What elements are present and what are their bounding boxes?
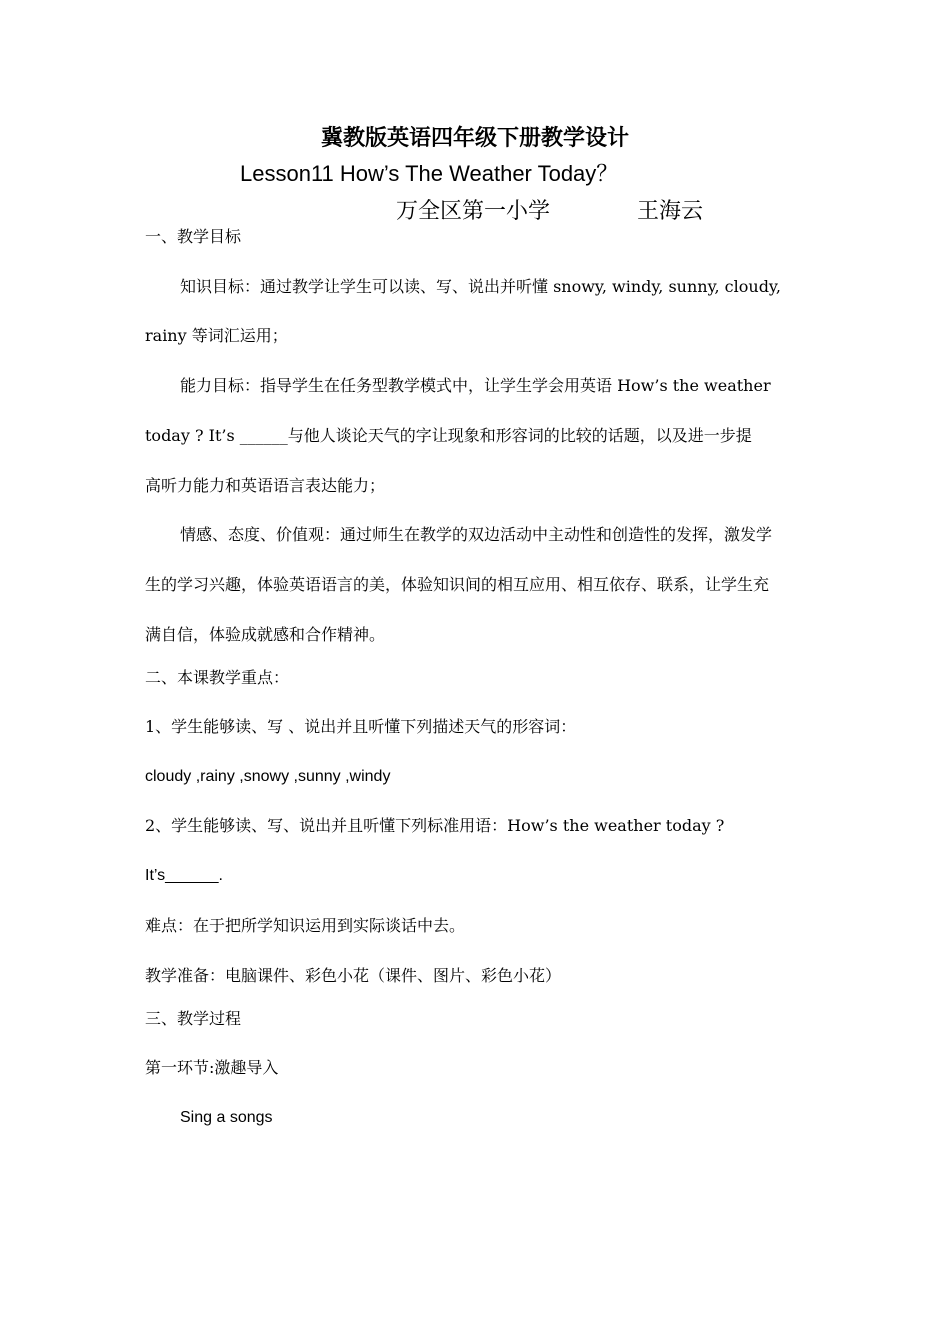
preparation-line: 教学准备：电脑课件、彩色小花（课件、图片、彩色小花） <box>145 966 562 985</box>
paragraph-line: 能力目标：指导学生在任务型教学模式中，让学生学会用英语 How’s the weather <box>180 376 771 395</box>
paragraph-line: 1、学生能够读、写 、说出并且听懂下列描述天气的形容词： <box>145 717 577 736</box>
document-title: 冀教版英语四年级下册教学设计 <box>320 125 629 151</box>
section-heading-objectives: 一、教学目标 <box>145 227 242 246</box>
vocabulary-list: cloudy ,rainy ,snowy ,sunny ,windy <box>145 768 391 785</box>
paragraph-line: 情感、态度、价值观：通过师生在教学的双边活动中主动性和创造性的发挥，激发学 <box>180 525 773 544</box>
paragraph-line: 高听力能力和英语语言表达能力； <box>145 476 386 495</box>
author-school: 万全区第一小学 <box>396 199 551 224</box>
step-activity: Sing a songs <box>180 1109 273 1126</box>
paragraph-line: 知识目标：通过教学让学生可以读、写、说出并听懂 snowy, windy, sunny, cloudy, <box>180 277 781 296</box>
paragraph-line: rainy 等词汇运用； <box>145 326 288 345</box>
section-heading-process: 三、教学过程 <box>145 1009 242 1028</box>
paragraph-line: 2、学生能够读、写、说出并且听懂下列标准用语：How’s the weather today ? <box>145 816 725 835</box>
sentence-pattern: It’s______. <box>145 867 223 884</box>
section-heading-key-points: 二、本课教学重点： <box>145 668 290 687</box>
difficulty-line: 难点：在于把所学知识运用到实际谈话中去。 <box>145 916 466 935</box>
step-heading: 第一环节:激趣导入 <box>145 1058 279 1077</box>
lesson-subtitle: Lesson11 How’s The Weather Today？ <box>240 161 619 186</box>
paragraph-line: today ? It’s ______与他人谈论天气的字让现象和形容词的比较的话题，以及进一步提 <box>145 426 752 445</box>
author-name: 王海云 <box>637 199 704 224</box>
paragraph-line: 满自信，体验成就感和合作精神。 <box>145 625 386 644</box>
paragraph-line: 生的学习兴趣，体验英语语言的美，体验知识间的相互应用、相互依存、联系，让学生充 <box>145 575 770 594</box>
